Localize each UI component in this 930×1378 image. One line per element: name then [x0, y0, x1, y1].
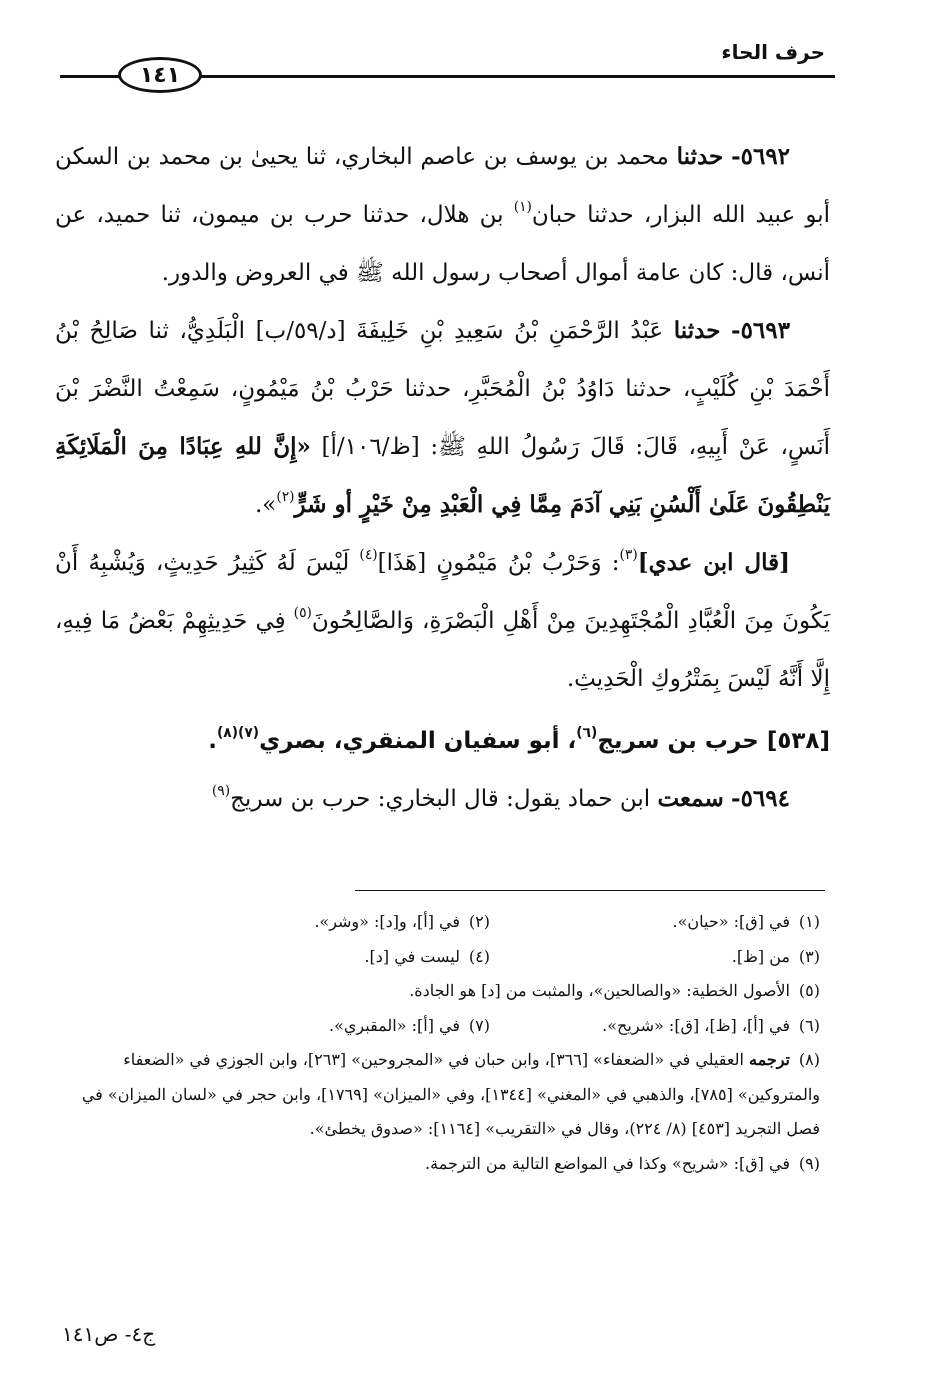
footnote-ref[interactable]: (٤)	[359, 546, 378, 563]
footnote-ref[interactable]: (١)	[513, 198, 532, 215]
footnote-ref[interactable]: (٥)	[293, 604, 312, 621]
comment-text: فِي حَدِيثِهِمْ بَعْضُ مَا فِيهِ، إِلَّا أَنَّهُ لَيْسَ بِمَتْرُوكِ الْحَدِيثِ.	[55, 608, 830, 692]
quote-end: ».	[254, 492, 277, 518]
hadith-text: بن هلال، حدثنا حرب بن ميمون، ثنا حميد، عن أنس، قال: كان عامة أموال أصحاب رسول الله ﷺ في العروض والدور.	[55, 202, 830, 286]
page-number-badge: ١٤١	[118, 57, 202, 93]
hadith-number: ٥٦٩٤-	[731, 785, 790, 812]
comment-text: : وَحَرْبُ بْنُ مَيْمُونٍ [هَذَا]	[377, 550, 620, 576]
footnote-5: (٥)الأصول الخطية: «والصالحين»، والمثبت من [د] هو الجادة.	[409, 981, 820, 1000]
running-head: حرف الحاء	[721, 40, 825, 64]
comment-text: لَيْسَ لَهُ كَثِيرُ حَدِيثٍ، وَيُشْبِهُ أَنْ يَكُونَ مِنَ الْعُبَّادِ الْمُجْتَهِدِينَ مِنْ أَهْلِ الْبَصْرَةِ، وَالصَّالِحُونَ	[55, 550, 830, 634]
footnote-2: (٢)في [أ]، و[د]: «وشر».	[314, 912, 490, 931]
main-text	[55, 128, 830, 828]
footnote-6: (٦)في [أ]، [ظ]، [ق]: «شريح».	[602, 1015, 820, 1035]
footnote-4: (٤)ليست في [د].	[364, 946, 490, 966]
biography-name: [٥٣٨] حرب بن سريج	[597, 728, 830, 754]
footnote-1: (١)في [ق]: «حيان».	[672, 912, 820, 931]
hadith-text: عَبْدُ الرَّحْمَنِ بْنُ سَعِيدِ بْنِ خَلِيفَةَ [د/٥٩/ب] الْبَلَدِيُّ، ثنا صَالِحُ بْنُ أَحْمَدَ بْنِ كُلَيْبٍ، حدثنا دَاوُدُ بْنُ الْمُحَبَّرِ، حدثنا حَرْبُ بْنُ مَيْمُونٍ، سَمِعْتُ النَّضْرَ بْنَ أَنَسٍ، عَنْ أَبِيهِ، قَالَ: قَالَ رَسُولُ اللهِ ﷺ: [ظ/١٠٦/أ]	[55, 318, 831, 460]
footnote-3: (٣)من [ظ].	[731, 946, 820, 966]
footnote-9: (٩)في [ق]: «شريح» وكذا في المواضع التالية من الترجمة.	[425, 1153, 820, 1173]
hadith-number: ٥٦٩٢-	[731, 143, 791, 170]
prophetic-quote: «إِنَّ للهِ عِبَادًا مِنَ الْمَلَائِكَةِ يَنْطِقُونَ عَلَىٰ أَلْسُنِ بَنِي آدَمَ مِمَّا فِي الْعَبْدِ مِنْ خَيْرٍ أو شَرٍّ	[55, 433, 830, 518]
biography-heading	[55, 712, 830, 770]
footnote-ref[interactable]: (٣)	[619, 546, 638, 563]
footnote-ref[interactable]: (٦)	[576, 724, 598, 741]
footnote-row	[55, 1009, 820, 1044]
footnotes	[55, 905, 820, 1181]
biography-end: .	[208, 728, 217, 754]
ibn-adi-comment	[55, 534, 830, 708]
biography-name: ، أبو سفيان المنقري، بصري	[259, 728, 577, 754]
hadith-text: محمد بن يوسف بن عاصم البخاري، ثنا يحيىٰ بن محمد بن السكن أبو عبيد الله البزار، حدثنا حبان	[55, 144, 830, 228]
footnote-ref[interactable]: (٧)(٨)	[216, 724, 260, 741]
folio-reference: ج٤- ص١٤١	[62, 1322, 156, 1346]
footnote-row	[55, 905, 820, 940]
hadith-5693	[55, 302, 830, 534]
hadith-5694	[55, 770, 830, 828]
footnote-8: (٨)ترجمه العقيلي في «الضعفاء» [٣٦٦]، وابن حبان في «المجروحين» [٢٦٣]، وابن الجوزي في «الضعفاء والمتروكين» [٧٨٥]، والذهبي في «المغني» [١٣٤٤]، وفي «الميزان» [١٧٦٩]، وابن حجر في «لسان الميزان» في فصل التجريد [٤٥٣] (٨/ ٢٢٤)، وقال في «التقريب» [١١٦٤]: «صدوق يخطئ».	[81, 1050, 820, 1138]
commentator-label: [قال ابن عدي]	[637, 549, 791, 576]
footnote-row	[55, 940, 820, 975]
hadith-keyword: سمعت	[657, 785, 724, 812]
footnote-rule	[355, 890, 825, 891]
hadith-5692	[55, 128, 830, 302]
hadith-text: ابن حماد يقول: قال البخاري: حرب بن سريج	[230, 786, 651, 812]
hadith-keyword: حدثنا	[676, 143, 724, 170]
footnote-ref[interactable]: (٩)	[211, 782, 231, 799]
footnote-ref[interactable]: (٢)	[276, 488, 295, 505]
footnote-7: (٧)في [أ]: «المقبري».	[329, 1015, 490, 1035]
hadith-number: ٥٦٩٣-	[731, 317, 790, 344]
hadith-keyword: حدثنا	[673, 317, 721, 344]
